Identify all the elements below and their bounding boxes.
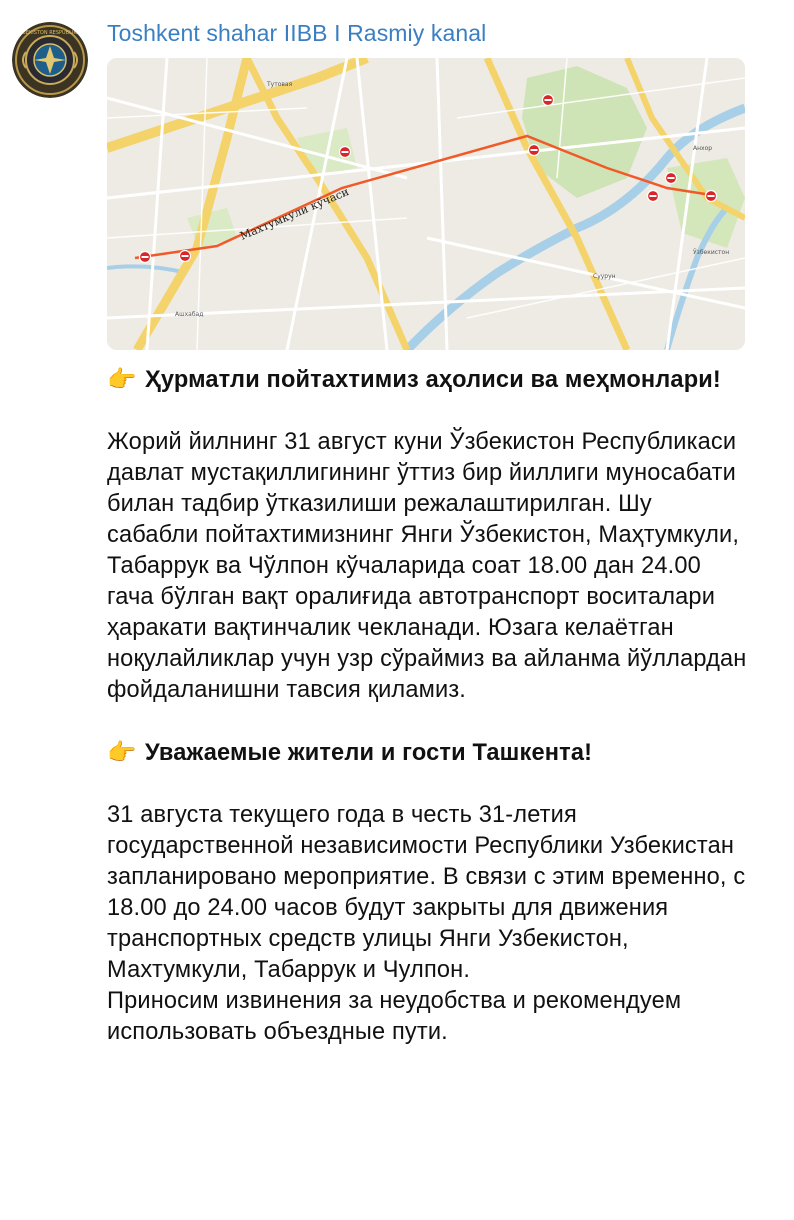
no-entry-sign-icon <box>529 145 540 156</box>
place-label: Ашхабад <box>175 311 204 318</box>
no-entry-sign-icon <box>340 147 351 158</box>
street-label: Махтумкули кўчаси <box>238 185 351 243</box>
road-closure-map <box>107 58 745 350</box>
pointing-hand-icon: 👉 <box>107 365 137 393</box>
place-label: Ўзбекистон <box>693 249 730 256</box>
uz-body: Жорий йилнинг 31 август куни Ўзбекистон Республикаси давлат мустақиллигининг ўттиз бир йиллиги муносабати билан тадбир ўтказилиши режалаштирилган. Шу сабабли пойтахтимизнинг Янги Ўзбекистон, Маҳтумкули, Табаррук ва Чўлпон кўчаларида соат 18.00 дан 24.00 гача бўлган вақт оралиғида автотранспорт воситалари ҳаракати вақтинчалик чекланади. Юзага келаётган ноқулайликлар учун узр сўраймиз ва айланма йўллардан фойдаланишни тавсия қиламиз. <box>107 429 747 703</box>
no-entry-sign-icon <box>648 191 659 202</box>
place-label: Суурун <box>593 273 616 280</box>
no-entry-sign-icon <box>543 95 554 106</box>
uz-heading: 👉 Ҳурматли пойтахтимиз аҳолиси ва меҳмонлари! <box>107 365 721 393</box>
emblem-text: UZBEKISTON RESPUBLIKASI <box>15 30 85 36</box>
ru-body: 31 августа текущего года в честь 31-летия государственной независимости Республики Узбекистан запланировано мероприятие. В связи с этим временно, с 18.00 до 24.00 часов будут закрыты для движения транспортных средств улицы Янги Узбекистон, Махтумкули, Табаррук и Чулпон. <box>107 802 746 983</box>
no-entry-sign-icon <box>140 252 151 263</box>
no-entry-sign-icon <box>666 173 677 184</box>
pointing-hand-icon: 👉 <box>107 738 137 766</box>
ru-apology: Приносим извинения за неудобства и рекомендуем использовать объездные пути. <box>107 988 682 1045</box>
place-label: Анхор <box>693 145 713 152</box>
emblem-icon <box>12 22 88 98</box>
place-label: Тутовая <box>267 81 293 88</box>
message-text <box>107 364 747 1048</box>
ru-heading: 👉 Уважаемые жители и гости Ташкента! <box>107 738 593 766</box>
channel-avatar[interactable] <box>12 22 88 98</box>
no-entry-sign-icon <box>706 191 717 202</box>
map-image[interactable] <box>107 58 745 350</box>
channel-name-link[interactable]: Toshkent shahar IIBB I Rasmiy kanal <box>107 20 487 46</box>
no-entry-sign-icon <box>180 251 191 262</box>
